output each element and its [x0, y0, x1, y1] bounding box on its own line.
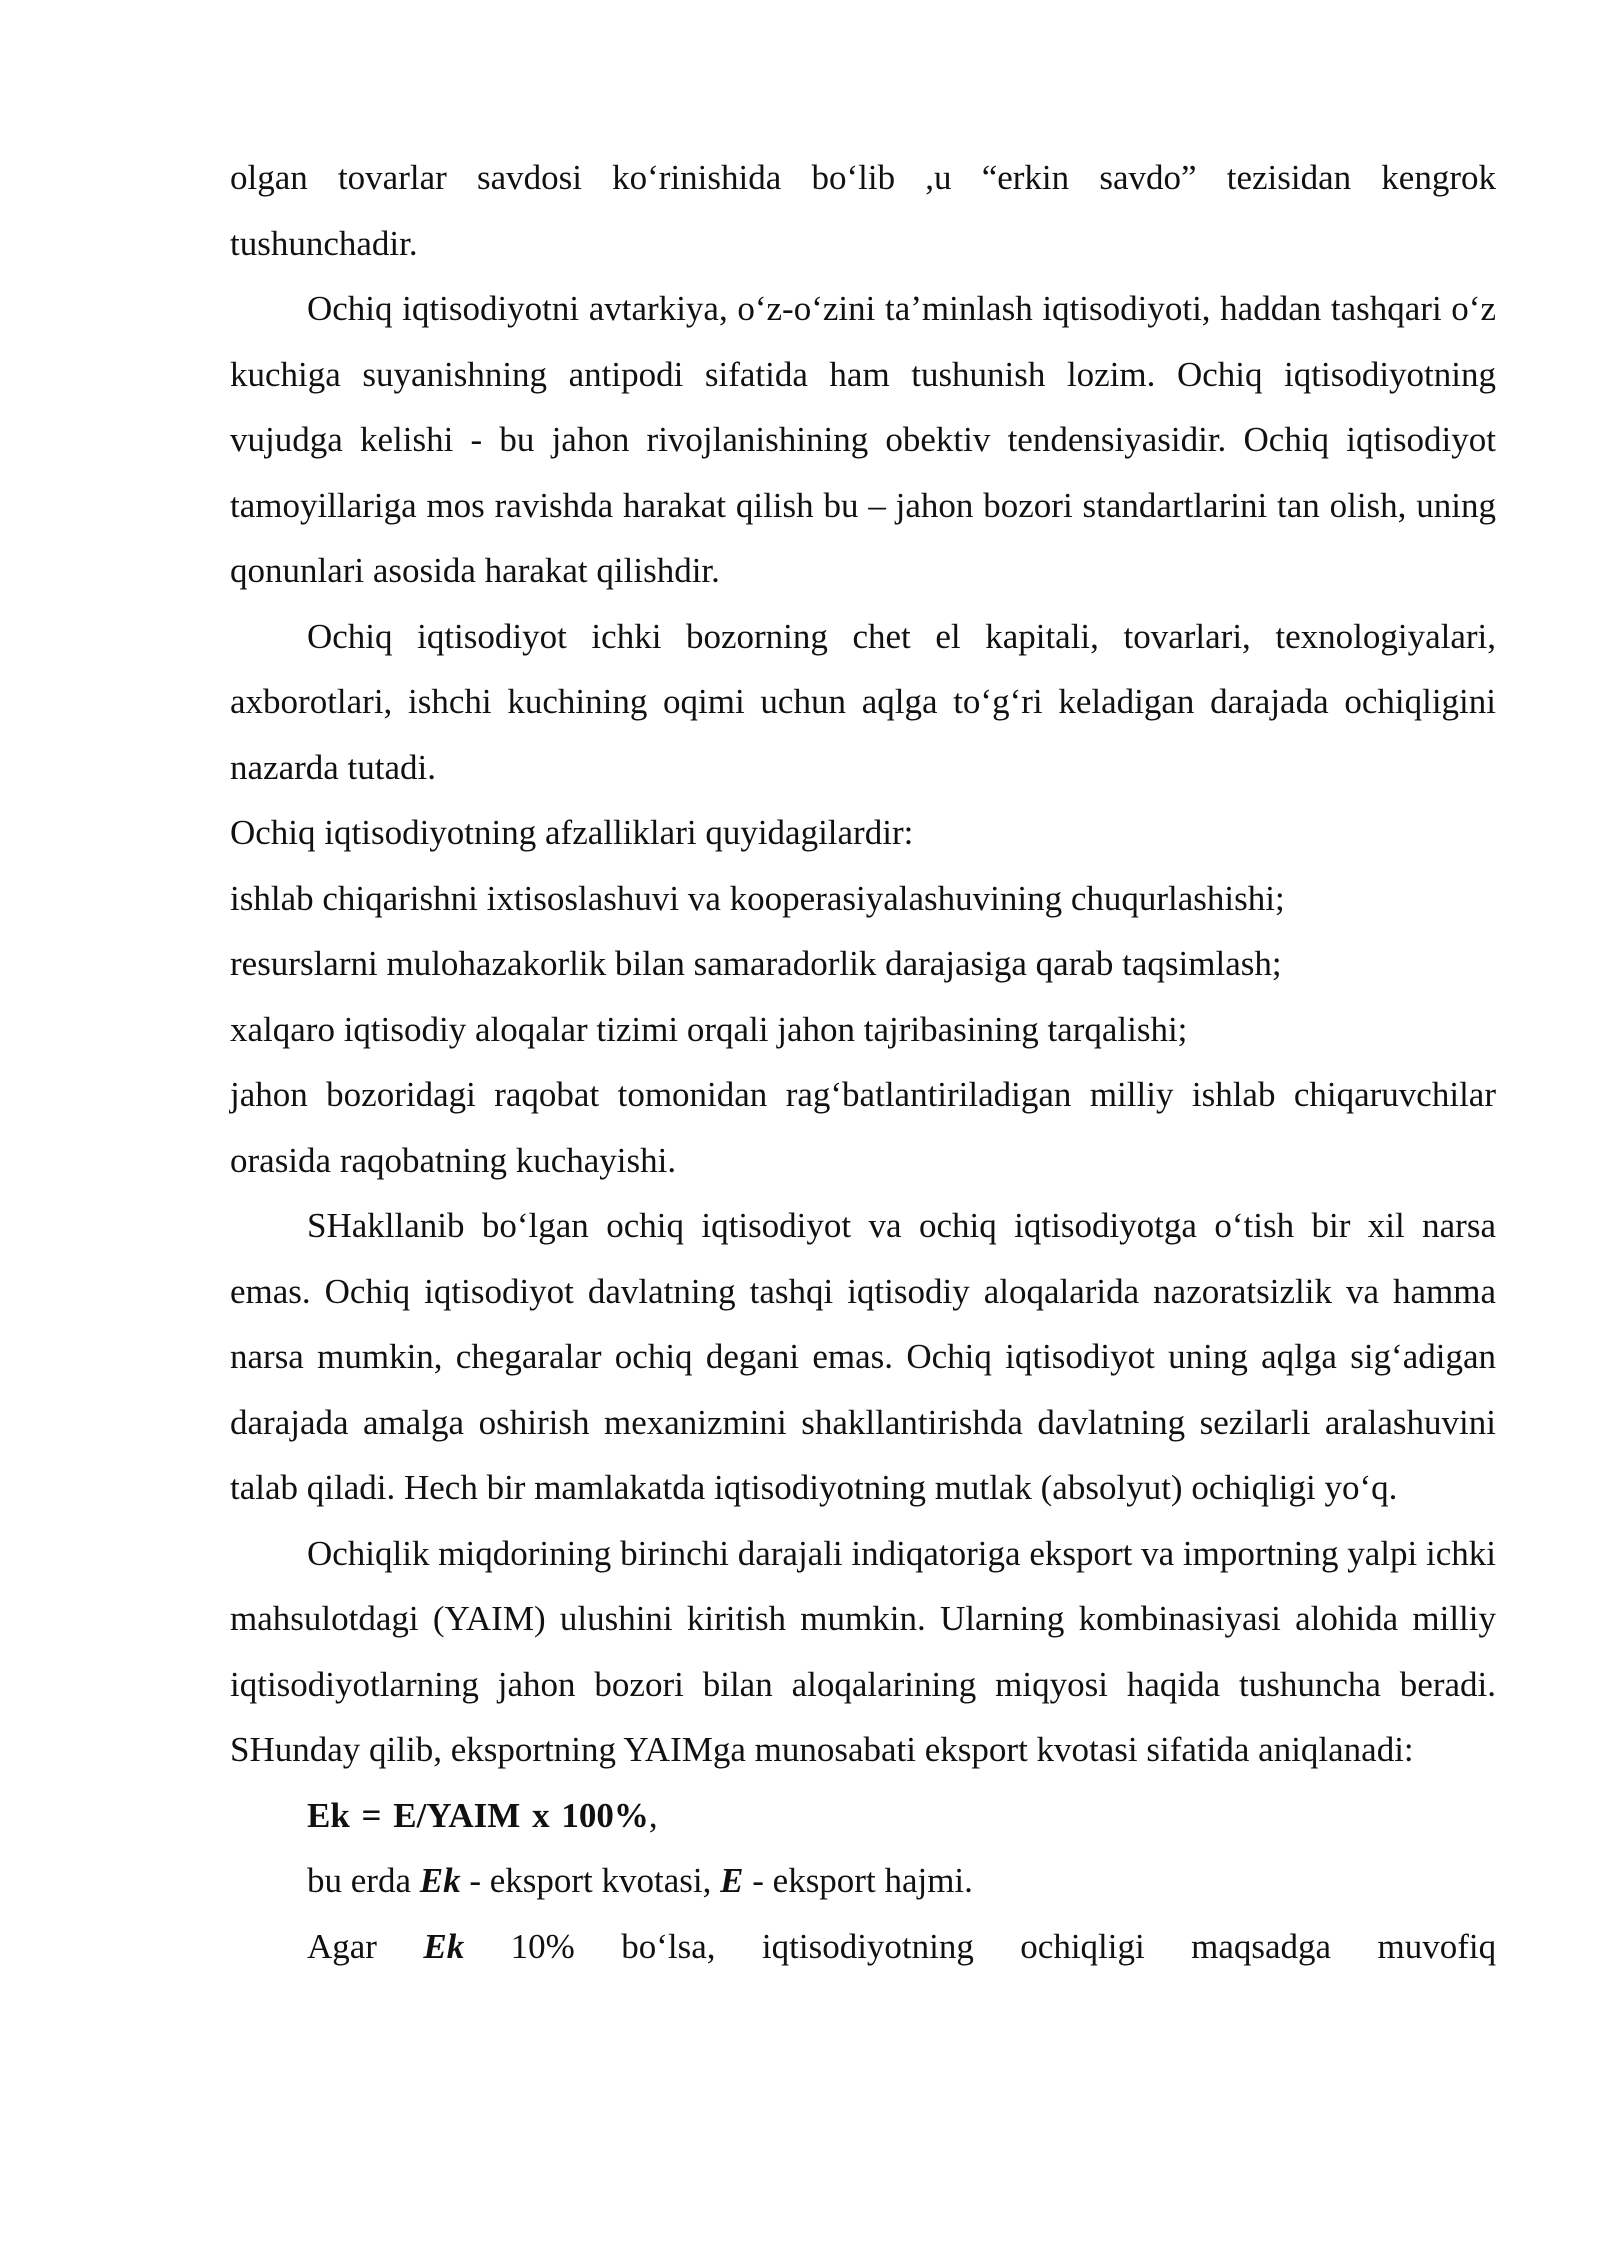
definition-line	[230, 1848, 1496, 1914]
last-word: muvofiq	[1377, 1926, 1497, 1966]
list-item: ishlab chiqarishni ixtisoslashuvi va kooperasiyalashuvining chuqurlashishi;	[230, 878, 1285, 918]
last-word: boʻlsa,	[621, 1926, 716, 1966]
definition-term-ek: Ek	[419, 1861, 461, 1900]
list-item: xalqaro iqtisodiy aloqalar tizimi orqali jahon tajribasining tarqalishi;	[230, 1009, 1188, 1049]
definition-term-e: E	[720, 1861, 744, 1900]
definition-text-1: - eksport kvotasi,	[460, 1861, 721, 1900]
formula-line	[230, 1783, 1496, 1849]
definition-text-2: - eksport hajmi.	[743, 1861, 973, 1900]
list-item: resurslarni mulohazakorlik bilan samaradorlik darajasiga qarab taqsimlash;	[230, 944, 1282, 983]
formula-expression: Ek = E/YAIM x 100%	[307, 1795, 649, 1835]
last-word: maqsadga	[1191, 1926, 1332, 1966]
last-word: 10%	[510, 1926, 575, 1966]
document-page	[230, 145, 1496, 1979]
paragraph-1: olgan tovarlar savdosi koʻrinishida boʻlib ,u “erkin savdo” tezisidan kengrok tushunchadir.	[230, 158, 1496, 263]
last-word: iqtisodiyotning	[761, 1926, 974, 1966]
definition-prefix: bu erda	[307, 1861, 420, 1900]
paragraph-6: Ochiqlik miqdorining birinchi darajali indiqatoriga eksport va importning yalpi ichki mahsulotdagi (YAIM) ulushini kiritish mumkin. Ularning kombinasiyasi alohida milliy iqtisodiyotlarning jahon bozori bilan aloqalarining miqyosi haqida tushuncha beradi. SHunday qilib, eksportning YAIMga munosabati eksport kvotasi sifatida aniqlanadi:	[230, 1533, 1496, 1769]
last-word: ochiqligi	[1020, 1926, 1145, 1966]
formula-comma: ,	[648, 1795, 658, 1835]
last-word: Agar	[307, 1926, 377, 1966]
paragraph-5: SHakllanib boʻlgan ochiq iqtisodiyot va ochiq iqtisodiyotga oʻtish bir xil narsa emas. Ochiq iqtisodiyot davlatning tashqi iqtisodiy aloqalarida nazoratsizlik va hamma narsa mumkin, chegaralar ochiq degani emas. Ochiq iqtisodiyot uning aqlga sigʻadigan darajada amalga oshirish mexanizmini shakllantirishda davlatning sezilarli aralashuvini talab qiladi. Hech bir mamlakatda iqtisodiyotning mutlak (absolyut) ochiqligi yoʻq.	[230, 1206, 1496, 1507]
last-line	[230, 1914, 1496, 1980]
paragraph-2: Ochiq iqtisodiyotni avtarkiya, oʻz-oʻzini taʼminlash iqtisodiyoti, haddan tashqari oʻz kuchiga suyanishning antipodi sifatida ham tushunish lozim. Ochiq iqtisodiyotning vujudga kelishi - bu jahon rivojlanishining obektiv tendensiyasidir. Ochiq iqtisodiyot tamoyillariga mos ravishda harakat qilish bu – jahon bozori standartlarini tan olish, uning qonunlari asosida harakat qilishdir.	[230, 289, 1496, 590]
last-term-ek: Ek	[423, 1926, 465, 1966]
advantages-heading: Ochiq iqtisodiyotning afzalliklari quyidagilardir:	[230, 813, 914, 852]
list-item: jahon bozoridagi raqobat tomonidan ragʻbatlantiriladigan milliy ishlab chiqaruvchilar orasida raqobatning kuchayishi.	[230, 1075, 1496, 1180]
paragraph-3: Ochiq iqtisodiyot ichki bozorning chet el kapitali, tovarlari, texnologiyalari, axborotlari, ishchi kuchining oqimi uchun aqlga toʻgʻri keladigan darajada ochiqligini nazarda tutadi.	[230, 616, 1496, 787]
